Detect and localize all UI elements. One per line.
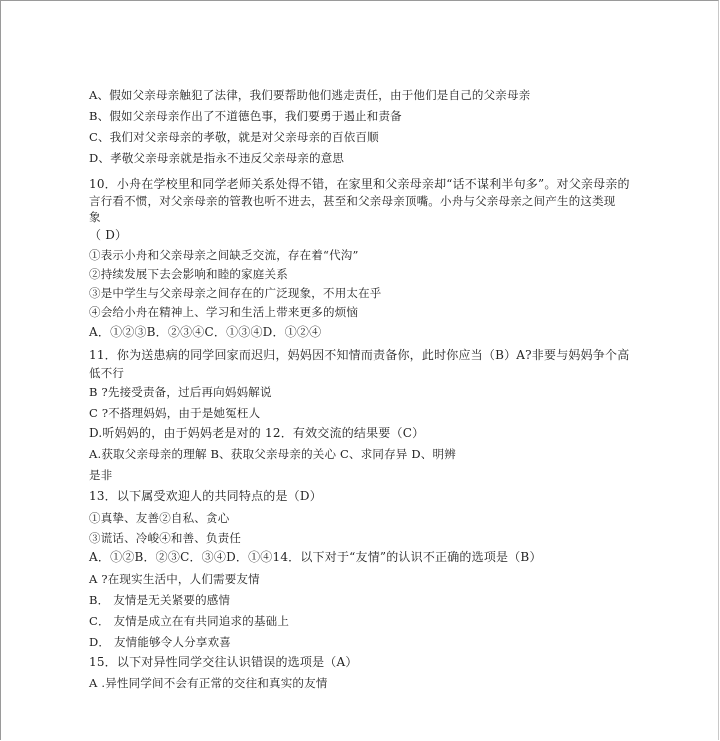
question-line: 15．以下对异性同学交往认识错误的选项是（A）: [89, 655, 358, 669]
option-line: 是非: [89, 468, 113, 482]
option-line: A .异性同学间不会有正常的交往和真实的友情: [89, 676, 328, 690]
statement-line: ③谎话、冷峻④和善、负责任: [89, 531, 242, 545]
option-line: A.获取父亲母亲的理解 B、获取父亲母亲的关心 C、求同存异 D、明辨: [89, 447, 456, 461]
option-line: D、孝敬父亲母亲就是指永不违反父亲母亲的意思: [89, 151, 345, 165]
answer-line: （ D）: [89, 228, 128, 242]
question-line: 10．小舟在学校里和同学老师关系处得不错，在家里和父亲母亲却“话不谋利半句多”。对父亲母亲的: [89, 177, 630, 191]
question-line: A．①②B．②③C．③④D．①④14．以下对于“友情”的认识不正确的选项是（B）: [89, 550, 542, 564]
question-line: D.听妈妈的，由于妈妈老是对的 12．有效交流的结果要（C）: [89, 426, 425, 440]
option-line: A ?在现实生活中，人们需要友情: [89, 572, 260, 586]
option-line: B ?先接受责备，过后再向妈妈解说: [89, 385, 272, 399]
option-line: C． 友情是成立在有共同追求的基础上: [89, 614, 290, 628]
option-line: C ?不搭理妈妈，由于是她冤枉人: [89, 406, 261, 420]
question-line: 13．以下属受欢迎人的共同特点的是（D）: [89, 489, 322, 503]
option-line: C、我们对父亲母亲的孝敬，就是对父亲母亲的百依百顺: [89, 130, 379, 144]
statement-line: ④会给小舟在精神上、学习和生活上带来更多的烦恼: [89, 305, 359, 319]
option-line: A．①②③B．②③④C．①③④D．①②④: [89, 325, 322, 339]
question-line: 象: [89, 210, 101, 224]
option-line: D． 友情能够令人分享欢喜: [89, 635, 231, 649]
statement-line: ②持续发展下去会影响和睦的家庭关系: [89, 267, 288, 281]
statement-line: ①表示小舟和父亲母亲之间缺乏交流，存在着“代沟”: [89, 248, 359, 262]
statement-line: ①真挚、友善②自私、贪心: [89, 511, 230, 525]
question-line: 言行看不惯，对父亲母亲的管教也听不进去，甚至和父亲母亲顶嘴。小舟与父亲母亲之间产生的这类现: [89, 194, 616, 208]
question-line: 11．你为送患病的同学回家而迟归，妈妈因不知情而责备你，此时你应当（B）A?非要与妈妈争个高: [89, 348, 630, 362]
option-line: B． 友情是无关紧要的感情: [89, 593, 231, 607]
question-line: 低不行: [89, 366, 125, 380]
option-line: B、假如父亲母亲作出了不道德色事，我们要勇于遏止和责备: [89, 109, 402, 123]
option-line: A、假如父亲母亲触犯了法律，我们要帮助他们逃走责任，由于他们是自己的父亲母亲: [89, 88, 531, 102]
statement-line: ③是中学生与父亲母亲之间存在的广泛现象，不用太在乎: [89, 286, 382, 300]
